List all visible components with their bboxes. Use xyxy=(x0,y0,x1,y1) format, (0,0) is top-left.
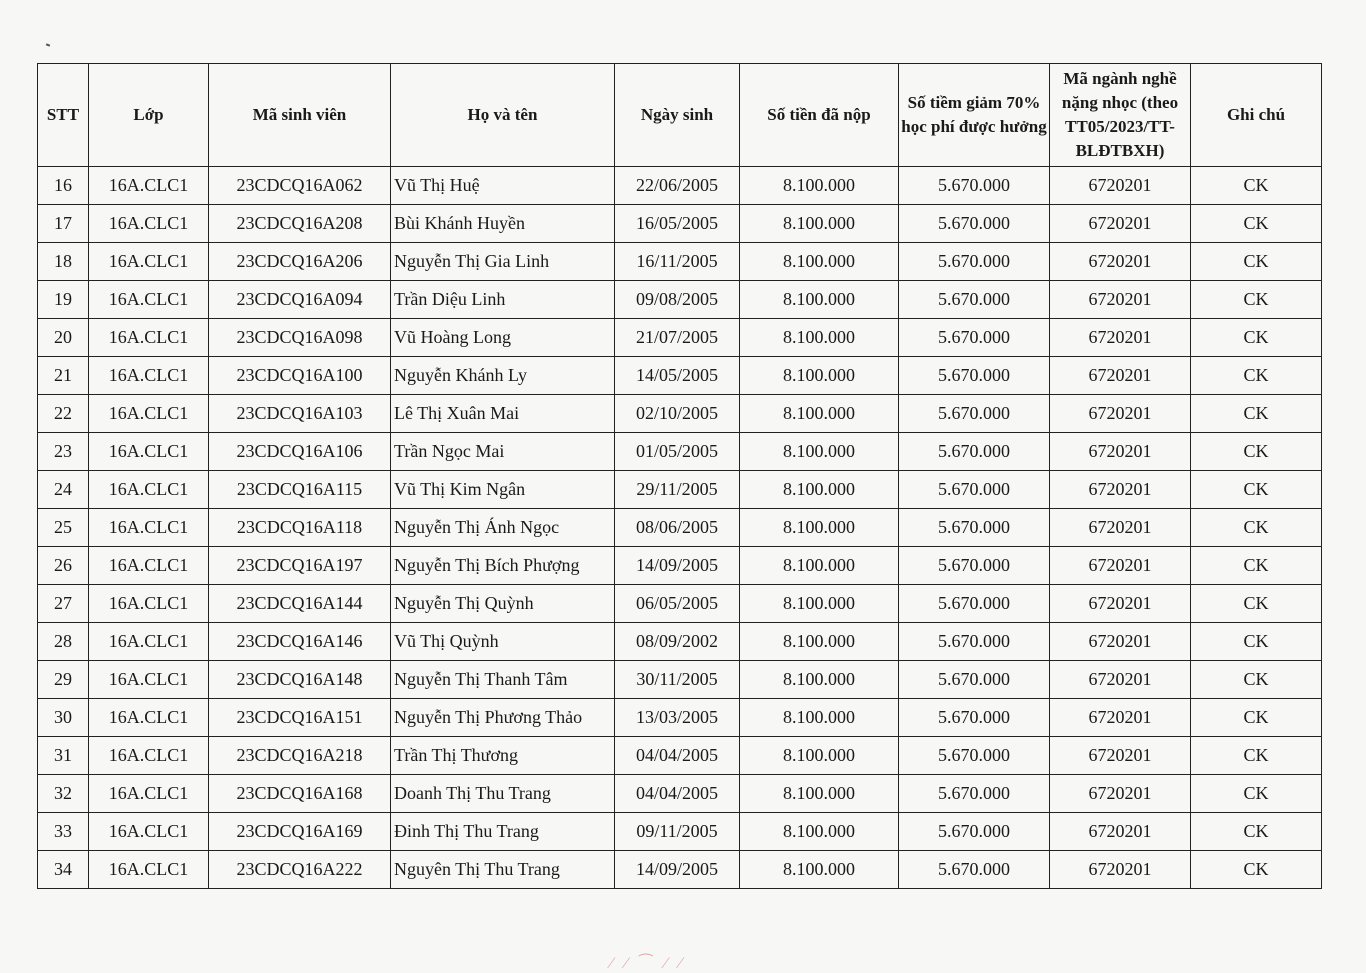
birth-date-cell: 14/09/2005 xyxy=(615,547,740,585)
header-stt: STT xyxy=(38,64,89,167)
amount-paid-cell: 8.100.000 xyxy=(740,661,899,699)
discount-cell: 5.670.000 xyxy=(899,509,1050,547)
stt-cell: 32 xyxy=(38,775,89,813)
birth-date-cell: 16/11/2005 xyxy=(615,243,740,281)
discount-cell: 5.670.000 xyxy=(899,281,1050,319)
occupation-code-cell: 6720201 xyxy=(1050,813,1191,851)
name-cell: Doanh Thị Thu Trang xyxy=(391,775,615,813)
name-cell: Nguyễn Thị Thanh Tâm xyxy=(391,661,615,699)
table-row xyxy=(38,509,1322,547)
table-row xyxy=(38,433,1322,471)
student-id-cell: 23CDCQ16A168 xyxy=(209,775,391,813)
occupation-code-cell: 6720201 xyxy=(1050,623,1191,661)
class-cell: 16A.CLC1 xyxy=(89,699,209,737)
stt-cell: 16 xyxy=(38,167,89,205)
name-cell: Bùi Khánh Huyền xyxy=(391,205,615,243)
occupation-code-cell: 6720201 xyxy=(1050,167,1191,205)
discount-cell: 5.670.000 xyxy=(899,737,1050,775)
notes-cell: CK xyxy=(1191,395,1322,433)
occupation-code-cell: 6720201 xyxy=(1050,585,1191,623)
class-cell: 16A.CLC1 xyxy=(89,737,209,775)
amount-paid-cell: 8.100.000 xyxy=(740,319,899,357)
notes-cell: CK xyxy=(1191,547,1322,585)
table-row xyxy=(38,395,1322,433)
student-id-cell: 23CDCQ16A169 xyxy=(209,813,391,851)
class-cell: 16A.CLC1 xyxy=(89,851,209,889)
occupation-code-cell: 6720201 xyxy=(1050,509,1191,547)
amount-paid-cell: 8.100.000 xyxy=(740,623,899,661)
occupation-code-cell: 6720201 xyxy=(1050,395,1191,433)
birth-date-cell: 02/10/2005 xyxy=(615,395,740,433)
birth-date-cell: 01/05/2005 xyxy=(615,433,740,471)
birth-date-cell: 22/06/2005 xyxy=(615,167,740,205)
birth-date-cell: 04/04/2005 xyxy=(615,737,740,775)
occupation-code-cell: 6720201 xyxy=(1050,661,1191,699)
birth-date-cell: 08/06/2005 xyxy=(615,509,740,547)
notes-cell: CK xyxy=(1191,699,1322,737)
stt-cell: 25 xyxy=(38,509,89,547)
discount-cell: 5.670.000 xyxy=(899,395,1050,433)
stt-cell: 19 xyxy=(38,281,89,319)
name-cell: Đinh Thị Thu Trang xyxy=(391,813,615,851)
name-cell: Lê Thị Xuân Mai xyxy=(391,395,615,433)
header-amount-paid: Số tiền đã nộp xyxy=(740,64,899,167)
discount-cell: 5.670.000 xyxy=(899,433,1050,471)
student-fee-table xyxy=(37,63,1322,889)
stt-cell: 33 xyxy=(38,813,89,851)
student-id-cell: 23CDCQ16A218 xyxy=(209,737,391,775)
student-id-cell: 23CDCQ16A206 xyxy=(209,243,391,281)
class-cell: 16A.CLC1 xyxy=(89,167,209,205)
stt-cell: 28 xyxy=(38,623,89,661)
name-cell: Vũ Thị Huệ xyxy=(391,167,615,205)
header-full-name: Họ và tên xyxy=(391,64,615,167)
occupation-code-cell: 6720201 xyxy=(1050,357,1191,395)
occupation-code-cell: 6720201 xyxy=(1050,737,1191,775)
amount-paid-cell: 8.100.000 xyxy=(740,357,899,395)
stt-cell: 31 xyxy=(38,737,89,775)
table-row xyxy=(38,623,1322,661)
table-row xyxy=(38,243,1322,281)
name-cell: Nguyễn Thị Phương Thảo xyxy=(391,699,615,737)
discount-cell: 5.670.000 xyxy=(899,851,1050,889)
discount-cell: 5.670.000 xyxy=(899,357,1050,395)
amount-paid-cell: 8.100.000 xyxy=(740,167,899,205)
table-row xyxy=(38,471,1322,509)
table-row xyxy=(38,661,1322,699)
table-row xyxy=(38,205,1322,243)
name-cell: Nguyễn Thị Bích Phượng xyxy=(391,547,615,585)
student-id-cell: 23CDCQ16A100 xyxy=(209,357,391,395)
name-cell: Vũ Hoàng Long xyxy=(391,319,615,357)
notes-cell: CK xyxy=(1191,661,1322,699)
amount-paid-cell: 8.100.000 xyxy=(740,813,899,851)
name-cell: Trần Thị Thương xyxy=(391,737,615,775)
name-cell: Nguyễn Thị Gia Linh xyxy=(391,243,615,281)
amount-paid-cell: 8.100.000 xyxy=(740,509,899,547)
table-row xyxy=(38,813,1322,851)
name-cell: Vũ Thị Kim Ngân xyxy=(391,471,615,509)
stt-cell: 22 xyxy=(38,395,89,433)
table-body xyxy=(38,167,1322,889)
header-student-id: Mã sinh viên xyxy=(209,64,391,167)
class-cell: 16A.CLC1 xyxy=(89,281,209,319)
name-cell: Nguyễn Khánh Ly xyxy=(391,357,615,395)
stt-cell: 24 xyxy=(38,471,89,509)
student-id-cell: 23CDCQ16A151 xyxy=(209,699,391,737)
class-cell: 16A.CLC1 xyxy=(89,471,209,509)
notes-cell: CK xyxy=(1191,737,1322,775)
table-row xyxy=(38,281,1322,319)
occupation-code-cell: 6720201 xyxy=(1050,851,1191,889)
amount-paid-cell: 8.100.000 xyxy=(740,433,899,471)
occupation-code-cell: 6720201 xyxy=(1050,319,1191,357)
birth-date-cell: 29/11/2005 xyxy=(615,471,740,509)
birth-date-cell: 06/05/2005 xyxy=(615,585,740,623)
stt-cell: 30 xyxy=(38,699,89,737)
notes-cell: CK xyxy=(1191,167,1322,205)
stt-cell: 29 xyxy=(38,661,89,699)
red-stamp-mark: ⁄ ⁄ ⁀ ⁄ ⁄ xyxy=(610,955,686,972)
student-id-cell: 23CDCQ16A115 xyxy=(209,471,391,509)
header-row xyxy=(38,64,1322,167)
amount-paid-cell: 8.100.000 xyxy=(740,243,899,281)
notes-cell: CK xyxy=(1191,471,1322,509)
stt-cell: 26 xyxy=(38,547,89,585)
notes-cell: CK xyxy=(1191,205,1322,243)
header-class: Lớp xyxy=(89,64,209,167)
name-cell: Vũ Thị Quỳnh xyxy=(391,623,615,661)
stt-cell: 21 xyxy=(38,357,89,395)
amount-paid-cell: 8.100.000 xyxy=(740,471,899,509)
class-cell: 16A.CLC1 xyxy=(89,433,209,471)
amount-paid-cell: 8.100.000 xyxy=(740,737,899,775)
birth-date-cell: 21/07/2005 xyxy=(615,319,740,357)
table-row xyxy=(38,547,1322,585)
table-row xyxy=(38,585,1322,623)
name-cell: Trần Diệu Linh xyxy=(391,281,615,319)
table-row xyxy=(38,699,1322,737)
class-cell: 16A.CLC1 xyxy=(89,775,209,813)
amount-paid-cell: 8.100.000 xyxy=(740,851,899,889)
notes-cell: CK xyxy=(1191,281,1322,319)
notes-cell: CK xyxy=(1191,623,1322,661)
stt-cell: 17 xyxy=(38,205,89,243)
birth-date-cell: 09/11/2005 xyxy=(615,813,740,851)
notes-cell: CK xyxy=(1191,775,1322,813)
student-id-cell: 23CDCQ16A094 xyxy=(209,281,391,319)
discount-cell: 5.670.000 xyxy=(899,623,1050,661)
notes-cell: CK xyxy=(1191,509,1322,547)
occupation-code-cell: 6720201 xyxy=(1050,205,1191,243)
birth-date-cell: 09/08/2005 xyxy=(615,281,740,319)
birth-date-cell: 04/04/2005 xyxy=(615,775,740,813)
class-cell: 16A.CLC1 xyxy=(89,357,209,395)
amount-paid-cell: 8.100.000 xyxy=(740,205,899,243)
occupation-code-cell: 6720201 xyxy=(1050,471,1191,509)
stt-cell: 18 xyxy=(38,243,89,281)
student-id-cell: 23CDCQ16A208 xyxy=(209,205,391,243)
discount-cell: 5.670.000 xyxy=(899,167,1050,205)
occupation-code-cell: 6720201 xyxy=(1050,281,1191,319)
class-cell: 16A.CLC1 xyxy=(89,243,209,281)
discount-cell: 5.670.000 xyxy=(899,205,1050,243)
student-id-cell: 23CDCQ16A146 xyxy=(209,623,391,661)
stt-cell: 27 xyxy=(38,585,89,623)
class-cell: 16A.CLC1 xyxy=(89,661,209,699)
student-id-cell: 23CDCQ16A118 xyxy=(209,509,391,547)
occupation-code-cell: 6720201 xyxy=(1050,775,1191,813)
class-cell: 16A.CLC1 xyxy=(89,205,209,243)
notes-cell: CK xyxy=(1191,813,1322,851)
class-cell: 16A.CLC1 xyxy=(89,547,209,585)
amount-paid-cell: 8.100.000 xyxy=(740,395,899,433)
discount-cell: 5.670.000 xyxy=(899,471,1050,509)
occupation-code-cell: 6720201 xyxy=(1050,699,1191,737)
birth-date-cell: 08/09/2002 xyxy=(615,623,740,661)
class-cell: 16A.CLC1 xyxy=(89,623,209,661)
student-id-cell: 23CDCQ16A197 xyxy=(209,547,391,585)
table-row xyxy=(38,319,1322,357)
class-cell: 16A.CLC1 xyxy=(89,585,209,623)
discount-cell: 5.670.000 xyxy=(899,547,1050,585)
notes-cell: CK xyxy=(1191,433,1322,471)
birth-date-cell: 14/05/2005 xyxy=(615,357,740,395)
header-birth-date: Ngày sinh xyxy=(615,64,740,167)
discount-cell: 5.670.000 xyxy=(899,775,1050,813)
name-cell: Nguyên Thị Thu Trang xyxy=(391,851,615,889)
discount-cell: 5.670.000 xyxy=(899,699,1050,737)
occupation-code-cell: 6720201 xyxy=(1050,243,1191,281)
student-id-cell: 23CDCQ16A144 xyxy=(209,585,391,623)
table-row xyxy=(38,357,1322,395)
stt-cell: 20 xyxy=(38,319,89,357)
occupation-code-cell: 6720201 xyxy=(1050,547,1191,585)
occupation-code-cell: 6720201 xyxy=(1050,433,1191,471)
birth-date-cell: 13/03/2005 xyxy=(615,699,740,737)
student-id-cell: 23CDCQ16A103 xyxy=(209,395,391,433)
student-id-cell: 23CDCQ16A062 xyxy=(209,167,391,205)
class-cell: 16A.CLC1 xyxy=(89,319,209,357)
header-occupation-code: Mã ngành nghề nặng nhọc (theo TT05/2023/TT-BLĐTBXH) xyxy=(1050,64,1191,167)
amount-paid-cell: 8.100.000 xyxy=(740,547,899,585)
student-id-cell: 23CDCQ16A148 xyxy=(209,661,391,699)
notes-cell: CK xyxy=(1191,585,1322,623)
header-discount-amount: Số tiềm giảm 70% học phí được hưởng xyxy=(899,64,1050,167)
student-id-cell: 23CDCQ16A222 xyxy=(209,851,391,889)
birth-date-cell: 14/09/2005 xyxy=(615,851,740,889)
birth-date-cell: 16/05/2005 xyxy=(615,205,740,243)
discount-cell: 5.670.000 xyxy=(899,585,1050,623)
amount-paid-cell: 8.100.000 xyxy=(740,585,899,623)
notes-cell: CK xyxy=(1191,243,1322,281)
amount-paid-cell: 8.100.000 xyxy=(740,775,899,813)
name-cell: Nguyễn Thị Ánh Ngọc xyxy=(391,509,615,547)
class-cell: 16A.CLC1 xyxy=(89,813,209,851)
discount-cell: 5.670.000 xyxy=(899,661,1050,699)
name-cell: Trần Ngọc Mai xyxy=(391,433,615,471)
table-row xyxy=(38,851,1322,889)
notes-cell: CK xyxy=(1191,357,1322,395)
table-row xyxy=(38,737,1322,775)
notes-cell: CK xyxy=(1191,319,1322,357)
scan-speck xyxy=(46,43,50,46)
table-row xyxy=(38,775,1322,813)
student-id-cell: 23CDCQ16A098 xyxy=(209,319,391,357)
birth-date-cell: 30/11/2005 xyxy=(615,661,740,699)
amount-paid-cell: 8.100.000 xyxy=(740,699,899,737)
class-cell: 16A.CLC1 xyxy=(89,509,209,547)
name-cell: Nguyễn Thị Quỳnh xyxy=(391,585,615,623)
discount-cell: 5.670.000 xyxy=(899,319,1050,357)
header-notes: Ghi chú xyxy=(1191,64,1322,167)
class-cell: 16A.CLC1 xyxy=(89,395,209,433)
notes-cell: CK xyxy=(1191,851,1322,889)
student-id-cell: 23CDCQ16A106 xyxy=(209,433,391,471)
table-row xyxy=(38,167,1322,205)
discount-cell: 5.670.000 xyxy=(899,243,1050,281)
amount-paid-cell: 8.100.000 xyxy=(740,281,899,319)
stt-cell: 34 xyxy=(38,851,89,889)
discount-cell: 5.670.000 xyxy=(899,813,1050,851)
stt-cell: 23 xyxy=(38,433,89,471)
table-header xyxy=(38,64,1322,167)
